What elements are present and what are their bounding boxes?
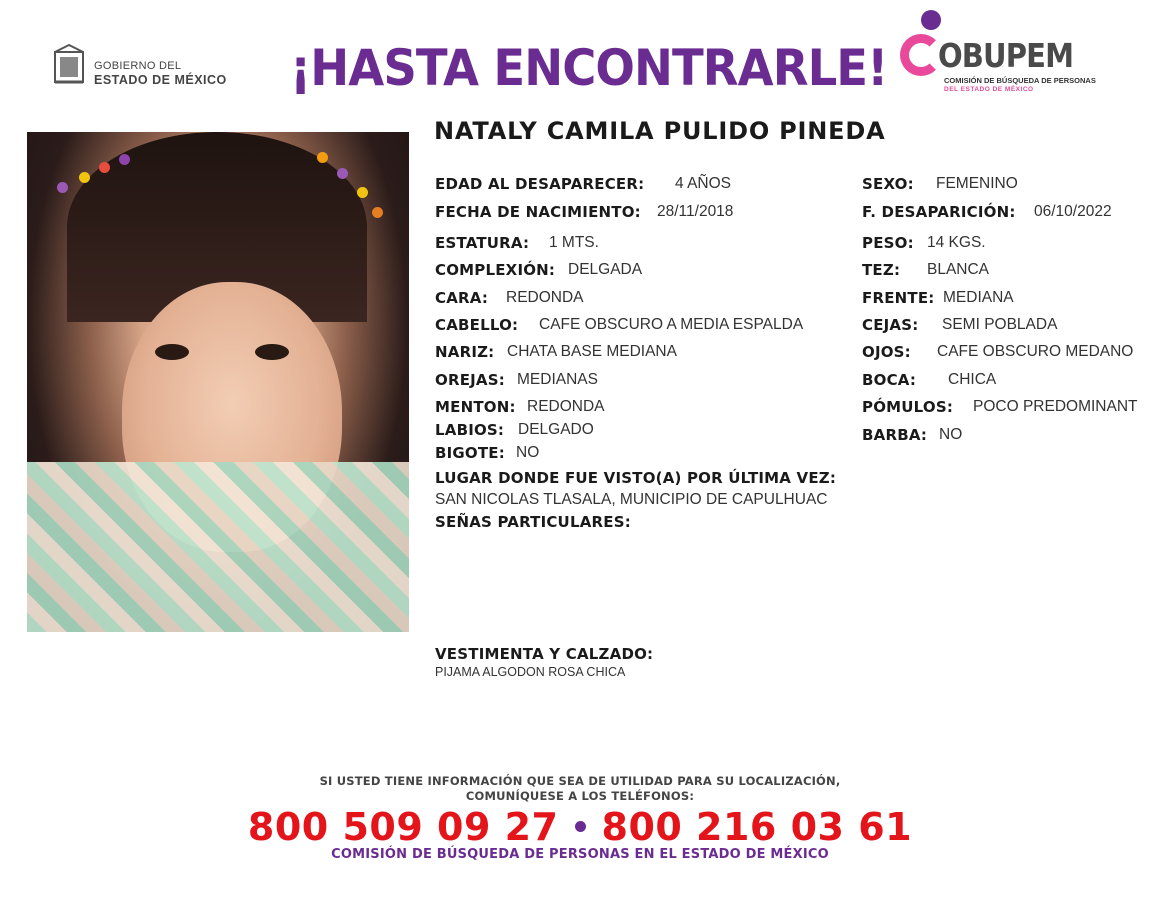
field-label: LABIOS: [435, 421, 505, 439]
field-value: NO [939, 426, 963, 443]
cobupem-subtitle-state: DEL ESTADO DE MÉXICO [944, 86, 1034, 93]
field-value: CAFE OBSCURO A MEDIA ESPALDA [539, 316, 804, 333]
field-pomulos [862, 398, 1138, 417]
field-label: SEXO: [862, 175, 914, 193]
field-label: BOCA: [862, 371, 917, 389]
state-seal-icon [52, 44, 86, 86]
field-fecha-desaparicion [862, 203, 1112, 222]
field-estatura [435, 234, 599, 253]
field-barba [862, 426, 963, 445]
field-label: FECHA DE NACIMIENTO: [435, 203, 641, 221]
field-menton [435, 398, 605, 417]
field-label: BIGOTE: [435, 444, 505, 462]
field-value: MEDIANAS [517, 371, 598, 388]
field-label: OJOS: [862, 343, 911, 361]
field-label: ESTATURA: [435, 234, 530, 252]
field-cabello [435, 316, 804, 335]
field-complexion [435, 261, 643, 280]
field-label: TEZ: [862, 261, 901, 279]
field-value: 4 AÑOS [675, 175, 731, 192]
field-bigote [435, 444, 540, 463]
field-peso [862, 234, 986, 253]
cobupem-subtitle: COMISIÓN DE BÚSQUEDA DE PERSONAS [944, 76, 1096, 85]
phone-numbers [0, 805, 1160, 849]
field-label: CEJAS: [862, 316, 919, 334]
field-fecha-nacimiento [435, 203, 734, 222]
cobupem-logo [898, 8, 1096, 100]
cobupem-c-icon [900, 34, 942, 76]
field-value: MEDIANA [943, 289, 1014, 306]
field-value: 06/10/2022 [1034, 203, 1112, 220]
person-name: NATALY CAMILA PULIDO PINEDA [434, 117, 886, 145]
cobupem-dot-icon [921, 10, 941, 30]
phone-number-1[interactable]: 800 509 09 27 [247, 805, 559, 849]
headline: ¡HASTA ENCONTRARLE! [290, 39, 888, 97]
field-label: F. DESAPARICIÓN: [862, 203, 1016, 221]
last-seen-value: SAN NICOLAS TLASALA, MUNICIPIO DE CAPULHUAC [435, 491, 828, 508]
field-label: OREJAS: [435, 371, 505, 389]
field-value: REDONDA [506, 289, 584, 306]
commission-name: COMISIÓN DE BÚSQUEDA DE PERSONAS EN EL ESTADO DE MÉXICO [331, 847, 829, 862]
field-value: DELGADO [518, 421, 594, 438]
field-value: 28/11/2018 [657, 203, 734, 220]
field-labios [435, 421, 594, 440]
field-value: SEMI POBLADA [942, 316, 1058, 333]
last-seen-label: LUGAR DONDE FUE VISTO(A) POR ÚLTIMA VEZ: [435, 469, 837, 487]
field-label: BARBA: [862, 426, 928, 444]
footer-info-line2: COMUNÍQUESE A LOS TELÉFONOS: [465, 789, 695, 803]
field-frente [862, 289, 1014, 308]
field-sexo [862, 175, 1018, 194]
field-value: CHATA BASE MEDIANA [507, 343, 677, 360]
field-ojos [862, 343, 1134, 362]
bullet-separator-icon [575, 821, 586, 832]
missing-person-photo [27, 132, 409, 632]
field-value: 1 MTS. [549, 234, 599, 251]
cobupem-wordmark: OBUPEM [938, 36, 1074, 75]
field-label: PÓMULOS: [862, 398, 954, 416]
footer-info-line1: SI USTED TIENE INFORMACIÓN QUE SEA DE UTILIDAD PARA SU LOCALIZACIÓN, [319, 774, 841, 788]
field-value: POCO PREDOMINANT [973, 398, 1138, 415]
field-label: CARA: [435, 289, 489, 307]
gobierno-estado-mexico-logo [52, 44, 232, 92]
field-boca [862, 371, 997, 390]
field-value: CAFE OBSCURO MEDANO [937, 343, 1134, 360]
field-label: MENTON: [435, 398, 516, 416]
field-label: NARIZ: [435, 343, 495, 361]
phone-number-2[interactable]: 800 216 03 61 [601, 805, 913, 849]
field-label: COMPLEXIÓN: [435, 261, 556, 279]
field-value: NO [516, 444, 540, 461]
gov-logo-line1: GOBIERNO DEL [94, 60, 182, 72]
field-cejas [862, 316, 1058, 335]
field-label: PESO: [862, 234, 914, 252]
field-value: FEMENINO [936, 175, 1018, 192]
field-cara [435, 289, 584, 308]
clothing-value: PIJAMA ALGODON ROSA CHICA [435, 665, 626, 679]
field-value: 14 KGS. [927, 234, 986, 251]
clothing-label: VESTIMENTA Y CALZADO: [435, 645, 654, 663]
field-nariz [435, 343, 677, 362]
field-value: DELGADA [568, 261, 643, 278]
field-label: CABELLO: [435, 316, 519, 334]
field-label: FRENTE: [862, 289, 935, 307]
field-label: EDAD AL DESAPARECER: [435, 175, 645, 193]
field-value: CHICA [948, 371, 997, 388]
particular-signs-label: SEÑAS PARTICULARES: [435, 513, 631, 531]
field-value: BLANCA [927, 261, 990, 278]
field-edad [435, 175, 731, 194]
field-orejas [435, 371, 598, 390]
field-value: REDONDA [527, 398, 605, 415]
field-tez [862, 261, 990, 280]
gov-logo-line2: ESTADO DE MÉXICO [94, 73, 227, 87]
